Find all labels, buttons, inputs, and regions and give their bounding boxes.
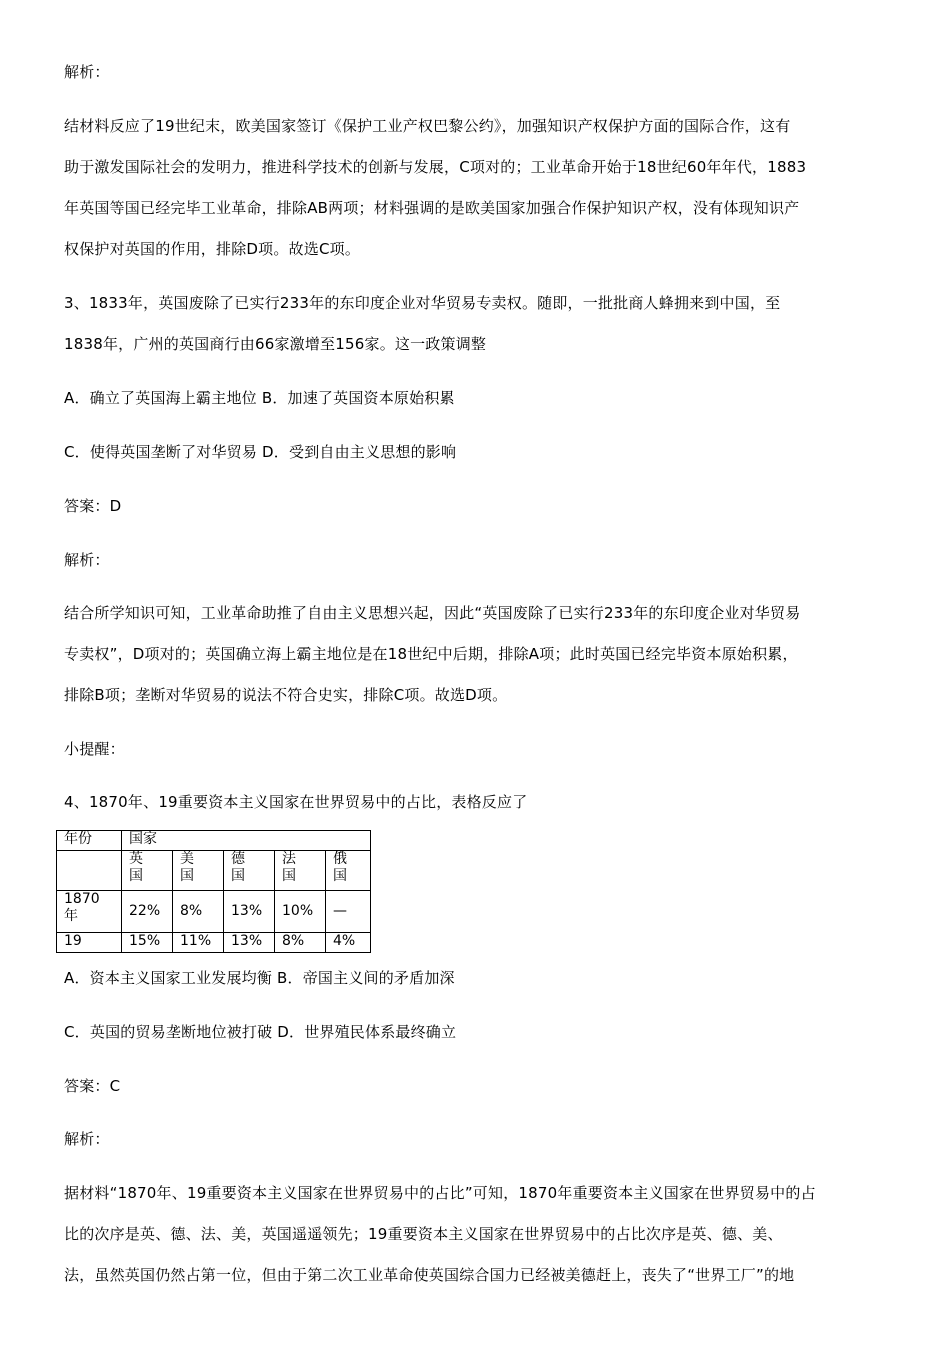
paragraph-line: 结合所学知识可知，工业革命助推了自由主义思想兴起，因此“英国废除了已实行233年的东印度企业对华贸易 [64, 604, 801, 622]
table-country-header: 法 国 [275, 851, 326, 891]
table-country-header: 美 国 [173, 851, 224, 891]
table-value-cell: 13% [224, 933, 275, 953]
paragraph-line: 结材料反应了19世纪末，欧美国家签订《保护工业产权巴黎公约》，加强知识产权保护方面的国际合作，这有 [64, 117, 791, 135]
table-year-cell: 19 [57, 933, 122, 953]
question-4-options-ab: A．资本主义国家工业发展均衡 B．帝国主义间的矛盾加深 [64, 969, 455, 987]
paragraph-line: 法，虽然英国仍然占第一位，但由于第二次工业革命使英国综合国力已经被美德赶上，丧失了“世界工厂”的地 [64, 1266, 795, 1284]
tip-label: 小提醒： [64, 740, 125, 758]
table-year-cell: 1870 年 [57, 891, 122, 933]
paragraph-line: 年英国等国已经完毕工业革命，排除AB两项；材料强调的是欧美国家加强合作保护知识产权，没有体现知识产 [64, 199, 800, 217]
table-value-cell: 13% [224, 891, 275, 933]
answer-label: 答案：D [64, 497, 122, 515]
table-value-cell: 10% [275, 891, 326, 933]
paragraph-line: 专卖权”，D项对的；英国确立海上霸主地位是在18世纪中后期，排除A项；此时英国已经完毕资本原始积累， [64, 645, 798, 663]
table-country-header: 德 国 [224, 851, 275, 891]
answer-label: 答案：C [64, 1077, 121, 1095]
question-3-options-ab: A．确立了英国海上霸主地位 B．加速了英国资本原始积累 [64, 389, 455, 407]
question-3-stem: 1838年，广州的英国商行由66家激增至156家。这一政策调整 [64, 335, 487, 353]
table-value-cell: 8% [173, 891, 224, 933]
paragraph-line: 据材料“1870年、19重要资本主义国家在世界贸易中的占比”可知，1870年重要资本主义国家在世界贸易中的占 [64, 1184, 816, 1202]
table-row [57, 933, 371, 953]
table-value-cell: 22% [122, 891, 173, 933]
trade-share-table [56, 830, 371, 953]
table-country-header: 俄 国 [326, 851, 371, 891]
paragraph-line: 比的次序是英、德、法、美，英国遥遥领先；19重要资本主义国家在世界贸易中的占比次序是英、德、美、 [64, 1225, 783, 1243]
table-value-cell: 8% [275, 933, 326, 953]
question-3-options-cd: C．使得英国垄断了对华贸易 D．受到自由主义思想的影响 [64, 443, 457, 461]
table-country-header: 英 国 [122, 851, 173, 891]
table-value-cell: 4% [326, 933, 371, 953]
analysis-label: 解析： [64, 63, 110, 81]
question-3-stem: 3、1833年，英国废除了已实行233年的东印度企业对华贸易专卖权。随即，一批批商人蜂拥来到中国，至 [64, 294, 781, 312]
table-value-cell: 11% [173, 933, 224, 953]
table-value-cell: — [326, 891, 371, 933]
table-value-cell: 15% [122, 933, 173, 953]
paragraph-line: 权保护对英国的作用，排除D项。故选C项。 [64, 240, 361, 258]
analysis-label: 解析： [64, 551, 110, 569]
analysis-label: 解析： [64, 1130, 110, 1148]
table-empty-cell [57, 851, 122, 891]
table-header-year: 年份 [57, 831, 122, 851]
paragraph-line: 助于激发国际社会的发明力，推进科学技术的创新与发展，C项对的；工业革命开始于18世纪60年年代，1883 [64, 158, 807, 176]
question-4-stem: 4、1870年、19重要资本主义国家在世界贸易中的占比，表格反应了 [64, 793, 528, 811]
question-4-options-cd: C．英国的贸易垄断地位被打破 D．世界殖民体系最终确立 [64, 1023, 457, 1041]
table-row [57, 891, 371, 933]
table-header-country: 国家 [122, 831, 371, 851]
paragraph-line: 排除B项；垄断对华贸易的说法不符合史实，排除C项。故选D项。 [64, 686, 508, 704]
